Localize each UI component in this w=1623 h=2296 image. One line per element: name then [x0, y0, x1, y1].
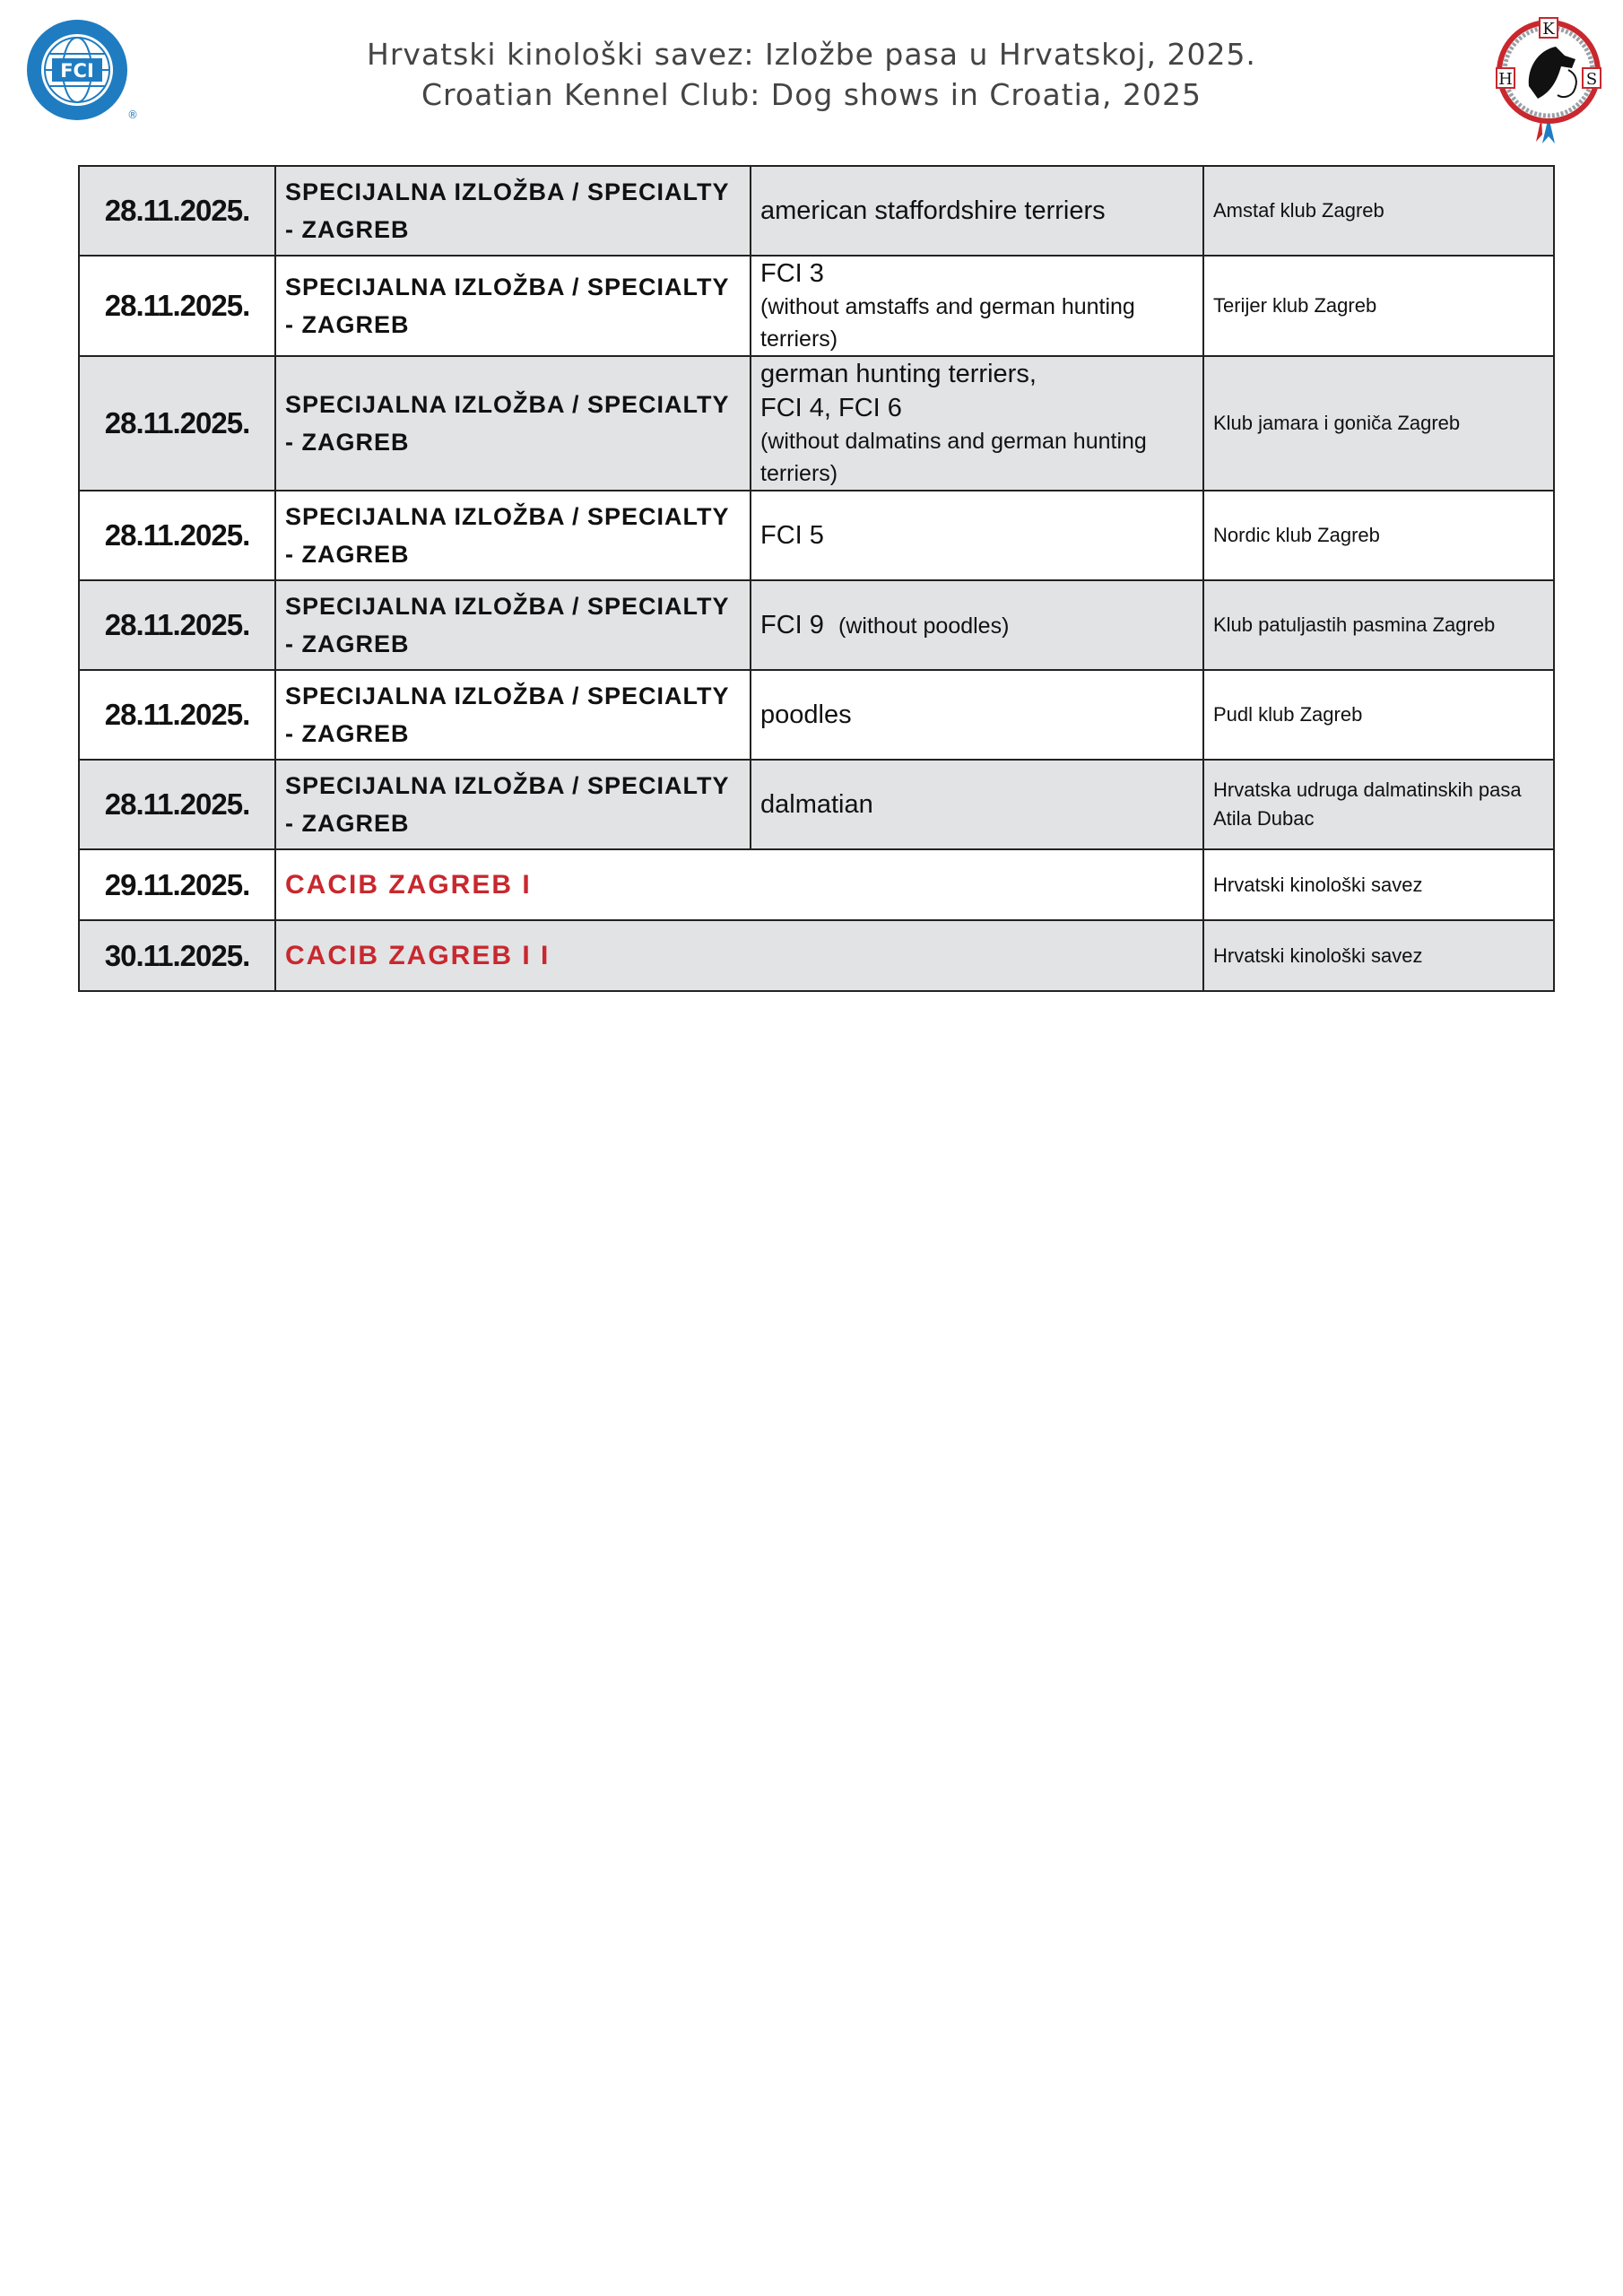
- show-type: SPECIJALNA IZLOŽBA / SPECIALTY - ZAGREB: [275, 670, 751, 760]
- organizer: Klub patuljastih pasmina Zagreb: [1203, 580, 1554, 670]
- breeds: FCI 3 (without amstaffs and german hunting terriers): [751, 256, 1203, 356]
- svg-text:K: K: [1542, 20, 1555, 39]
- table-row: [79, 580, 1554, 670]
- show-date: 30.11.2025.: [79, 920, 275, 991]
- page-title: [0, 34, 1623, 115]
- organizer: Hrvatski kinološki savez: [1203, 849, 1554, 920]
- show-date: 28.11.2025.: [79, 491, 275, 580]
- show-date: 28.11.2025.: [79, 670, 275, 760]
- organizer: Nordic klub Zagreb: [1203, 491, 1554, 580]
- svg-text:H: H: [1498, 70, 1513, 89]
- hks-logo: [1493, 16, 1605, 146]
- show-date: 28.11.2025.: [79, 166, 275, 256]
- title-line-english: Croatian Kennel Club: Dog shows in Croatia, 2025: [421, 77, 1202, 112]
- page-header: [0, 0, 1623, 161]
- breeds: FCI 5: [751, 491, 1203, 580]
- organizer: Hrvatska udruga dalmatinskih pasa Atila Dubac: [1203, 760, 1554, 849]
- table-row: [79, 849, 1554, 920]
- show-type: SPECIJALNA IZLOŽBA / SPECIALTY - ZAGREB: [275, 760, 751, 849]
- cacib-show-title: CACIB ZAGREB I: [275, 849, 1203, 920]
- show-type: SPECIJALNA IZLOŽBA / SPECIALTY - ZAGREB: [275, 580, 751, 670]
- show-date: 28.11.2025.: [79, 256, 275, 356]
- cacib-show-title: CACIB ZAGREB I I: [275, 920, 1203, 991]
- organizer: Hrvatski kinološki savez: [1203, 920, 1554, 991]
- show-date: 28.11.2025.: [79, 356, 275, 491]
- show-date: 29.11.2025.: [79, 849, 275, 920]
- table-row: [79, 166, 1554, 256]
- dog-show-schedule-table: [78, 165, 1555, 992]
- table-row: [79, 356, 1554, 491]
- show-date: 28.11.2025.: [79, 580, 275, 670]
- organizer: Pudl klub Zagreb: [1203, 670, 1554, 760]
- svg-text:®: ®: [127, 109, 138, 121]
- organizer: Terijer klub Zagreb: [1203, 256, 1554, 356]
- organizer: Amstaf klub Zagreb: [1203, 166, 1554, 256]
- breeds: dalmatian: [751, 760, 1203, 849]
- breeds: FCI 9 (without poodles): [751, 580, 1203, 670]
- table-row: [79, 491, 1554, 580]
- title-line-croatian: Hrvatski kinološki savez: Izložbe pasa u Hrvatskoj, 2025.: [367, 37, 1256, 72]
- show-date: 28.11.2025.: [79, 760, 275, 849]
- organizer: Klub jamara i goniča Zagreb: [1203, 356, 1554, 491]
- show-type: SPECIJALNA IZLOŽBA / SPECIALTY - ZAGREB: [275, 166, 751, 256]
- table-row: [79, 760, 1554, 849]
- table-row: [79, 920, 1554, 991]
- breeds: american staffordshire terriers: [751, 166, 1203, 256]
- show-type: SPECIJALNA IZLOŽBA / SPECIALTY - ZAGREB: [275, 356, 751, 491]
- fci-logo-text: FCI: [60, 60, 94, 82]
- table-row: [79, 256, 1554, 356]
- breeds: poodles: [751, 670, 1203, 760]
- breeds: german hunting terriers, FCI 4, FCI 6 (without dalmatins and german hunting terriers): [751, 356, 1203, 491]
- show-type: SPECIJALNA IZLOŽBA / SPECIALTY - ZAGREB: [275, 491, 751, 580]
- svg-text:S: S: [1585, 70, 1598, 89]
- show-type: SPECIJALNA IZLOŽBA / SPECIALTY - ZAGREB: [275, 256, 751, 356]
- table-row: [79, 670, 1554, 760]
